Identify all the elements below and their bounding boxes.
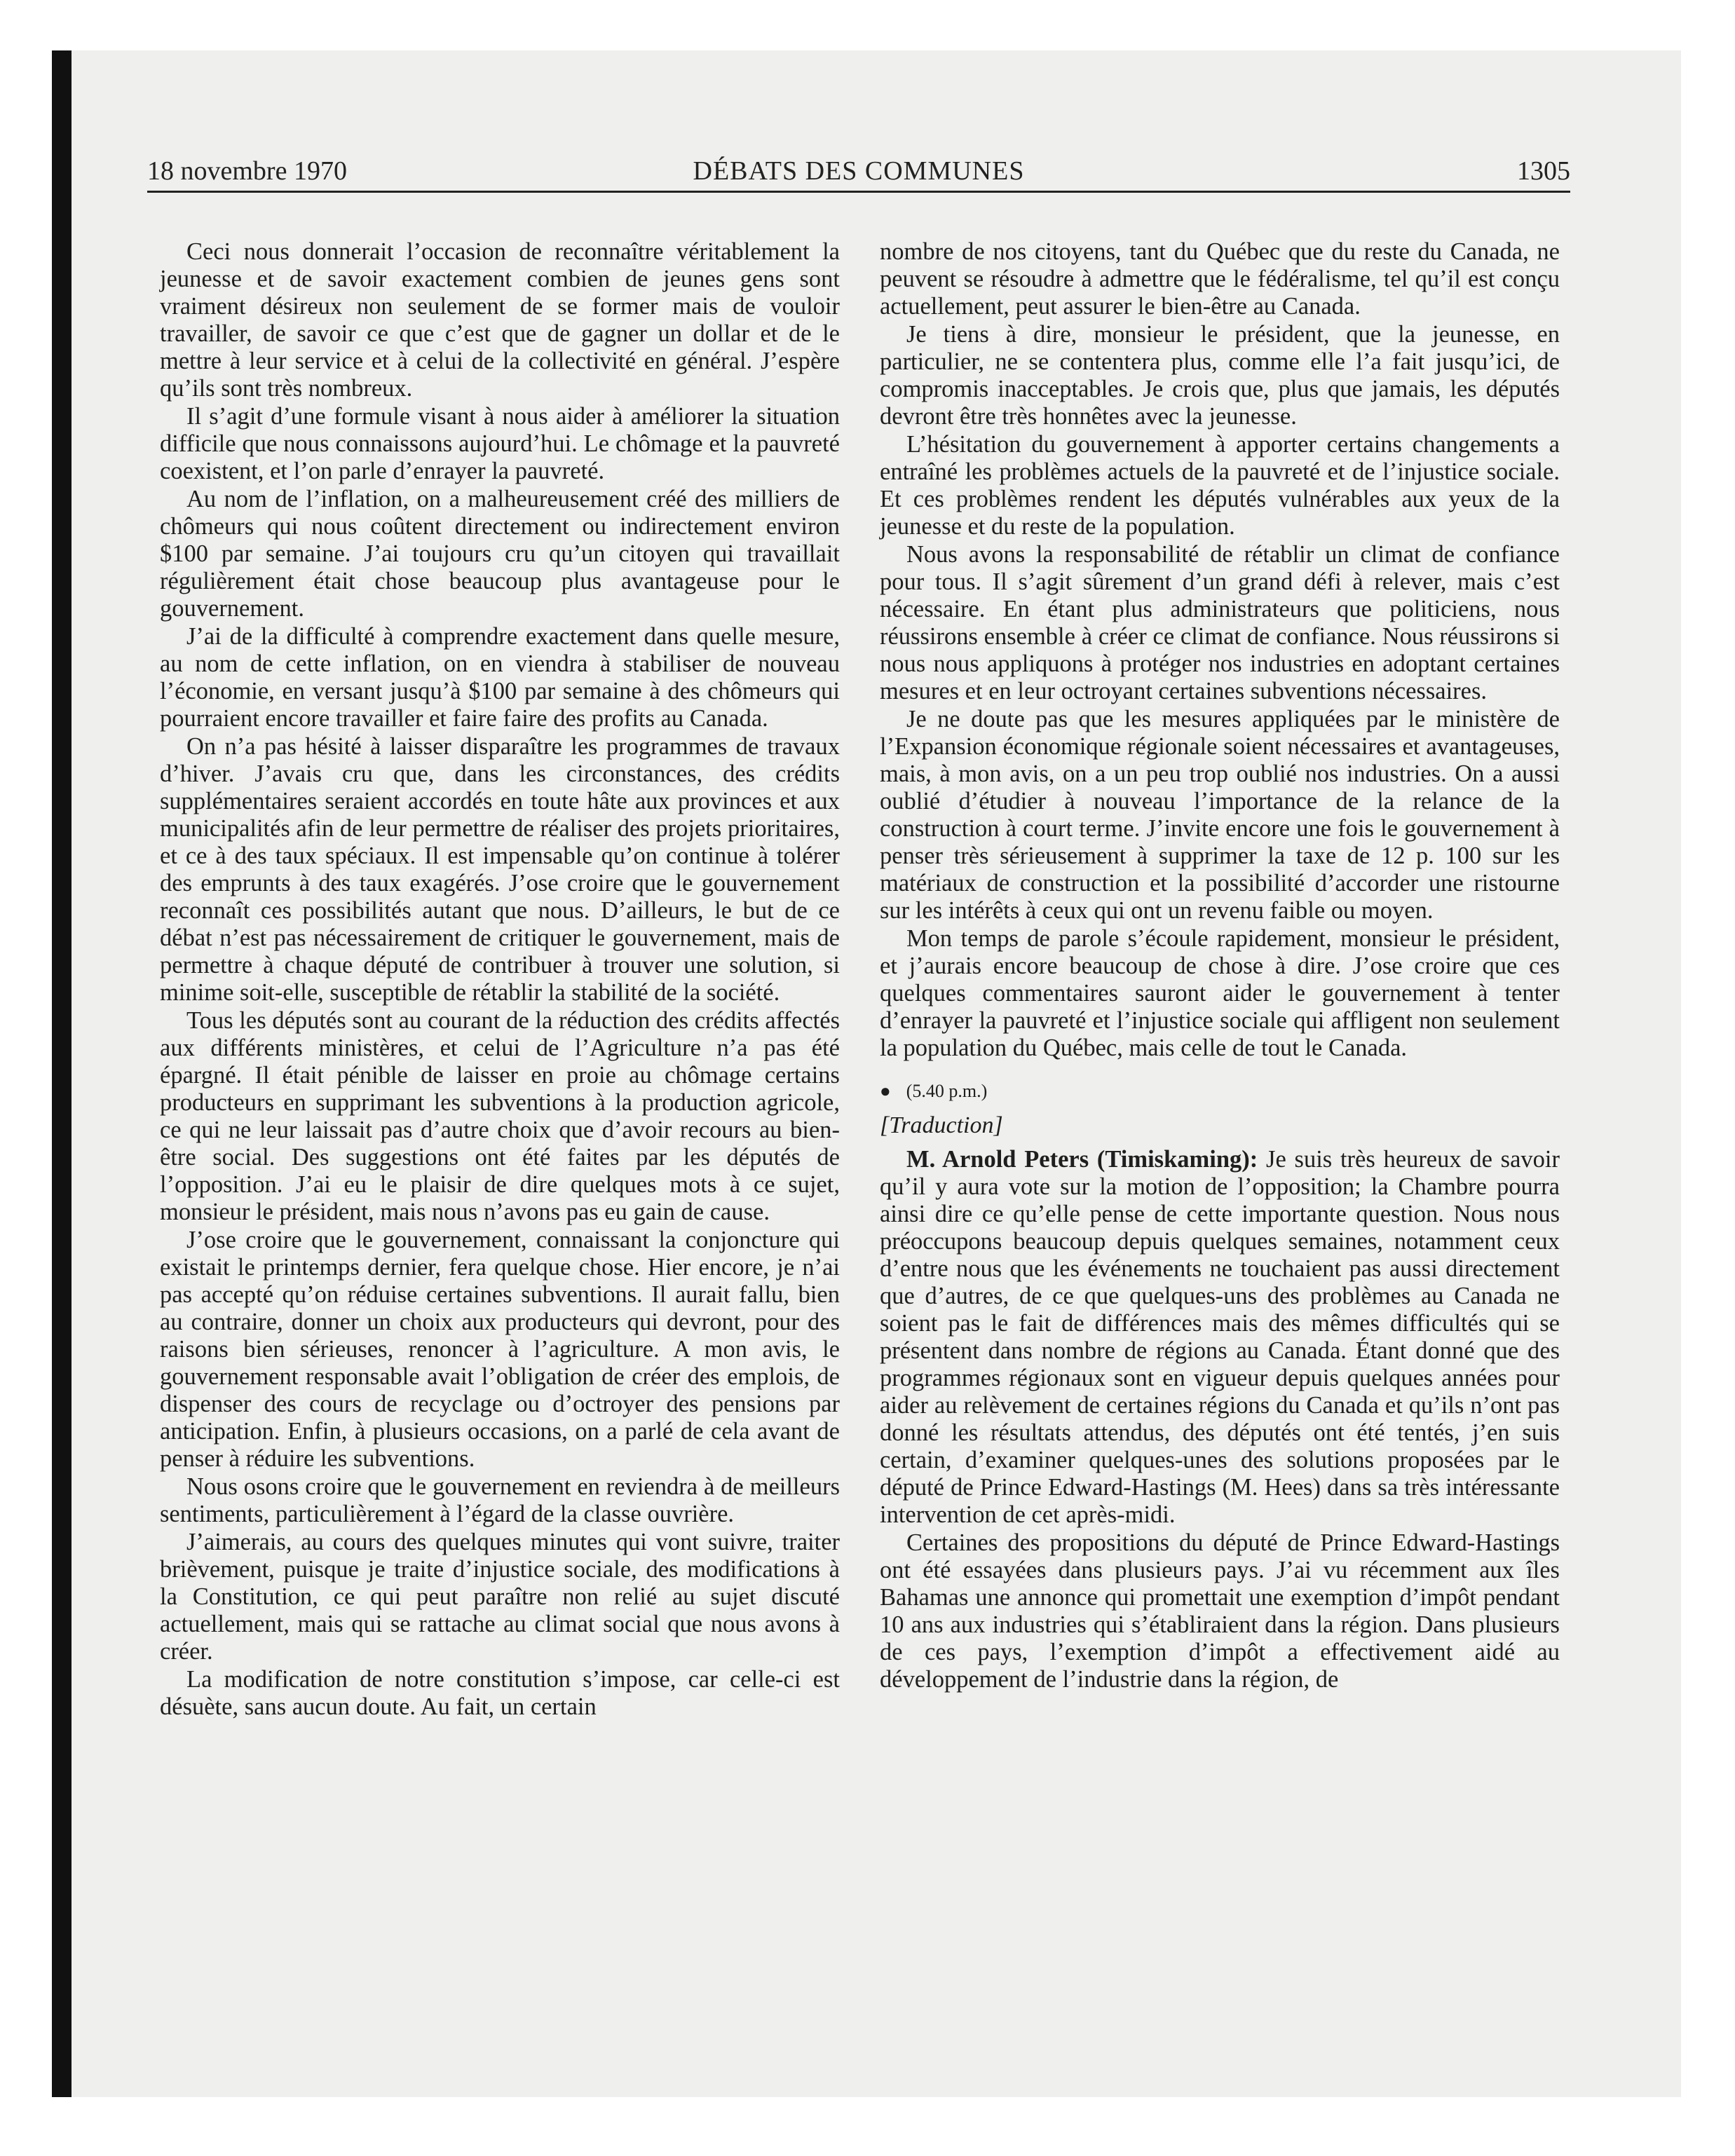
paragraph: Nous avons la responsabilité de rétablir un climat de confiance pour tous. Il s’agit sûrement d’un grand défi à relever, mais c’est nécessaire. En étant plus administrateurs que politiciens, nous réussirons ensemble à créer ce climat de confiance. Nous réussirons si nous nous appliquons à protéger nos industries en adoptant certaines mesures et en leur octroyant certaines subventions nécessaires. — [880, 541, 1560, 704]
page-header — [147, 150, 1570, 193]
paragraph: L’hésitation du gouvernement à apporter certains changements a entraîné les problèmes actuels de la pauvreté et de l’injustice sociale. Et ces problèmes rendent les députés vulnérables aux yeux de la jeunesse et du reste de la population. — [880, 431, 1560, 540]
paragraph: J’ose croire que le gouvernement, connaissant la conjoncture qui existait le printemps dernier, fera quelque chose. Hier encore, je n’ai pas accepté qu’on réduise certaines subventions. Il aurait fallu, bien au contraire, donner un choix aux producteurs qui devront, pour des raisons bien sérieuses, renoncer à l’agriculture. A mon avis, le gouvernement responsable avait l’obligation de créer des emplois, de dispenser des cours de recyclage ou d’octroyer des pensions par anticipation. Enfin, à plusieurs occasions, on a parlé de cela avant de penser à réduire les subventions. — [160, 1227, 840, 1472]
paragraph: Je tiens à dire, monsieur le président, que la jeunesse, en particulier, ne se contentera plus, comme elle l’a fait jusqu’ici, de compromis inacceptables. Je crois que, plus que jamais, les députés devront être très honnêtes avec la jeunesse. — [880, 321, 1560, 430]
paragraph: Ceci nous donnerait l’occasion de reconnaître véritablement la jeunesse et de savoir exactement combien de jeunes gens sont vraiment désireux non seulement de se former mais de vouloir travailler, de savoir ce que c’est que de gagner un dollar et de le mettre à leur service et à celui de la collectivité en général. J’espère qu’ils sont très nombreux. — [160, 238, 840, 402]
paragraph: Tous les députés sont au courant de la réduction des crédits affectés aux différents ministères, et celui de l’Agriculture n’a pas été épargné. Il était pénible de laisser en proie au chômage certains producteurs en supprimant les subventions à la production agricole, ce qui ne leur laissait pas d’autre choix que d’avoir recours au bien-être social. Des suggestions ont été faites par les députés de l’opposition. J’ai eu le plaisir de dire quelques mots à ce sujet, monsieur le président, mais nous n’avons pas eu gain de cause. — [160, 1007, 840, 1225]
time-marker-text: (5.40 p.m.) — [906, 1081, 988, 1101]
scan-edge-bar — [52, 50, 72, 2097]
header-title: DÉBATS DES COMMUNES — [693, 156, 1025, 186]
speech-paragraph — [880, 1146, 1560, 1529]
left-column — [160, 238, 840, 1721]
header-date: 18 novembre 1970 — [147, 156, 347, 186]
paragraph: La modification de notre constitution s’impose, car celle-ci est désuète, sans aucun doute. Au fait, un certain — [160, 1666, 840, 1720]
section-label: [Traduction] — [880, 1112, 1003, 1138]
speech-text: Je suis très heureux de savoir qu’il y aura vote sur la motion de l’opposition; la Chambre pourra ainsi dire ce qu’elle pense de cette importante question. Nous nous préoccupons beaucoup depuis quelques semaines, notamment ceux d’entre nous que les événements ne touchaient pas aussi directement que d’autres, de ce que quelques-uns des problèmes au Canada ne soient pas le fait de différences mais des mêmes difficultés qui se présentent dans nombre de régions au Canada. Étant donné que des programmes régionaux sont en vigueur depuis quelques années pour aider au relèvement de certaines régions du Canada et qu’ils n’ont pas donné les résultats attendus, des députés ont été tentés, j’en suis certain, d’examiner quelques-unes des solutions proposées par le député de Prince Edward-Hastings (M. Hees) dans sa très intéressante intervention de cet après-midi. — [880, 1146, 1560, 1528]
paragraph: Nous osons croire que le gouvernement en reviendra à de meilleurs sentiments, particulièrement à l’égard de la classe ouvrière. — [160, 1473, 840, 1527]
speaker-name: M. Arnold Peters (Timiskaming): — [906, 1146, 1258, 1173]
right-column — [880, 238, 1560, 1694]
paragraph: On n’a pas hésité à laisser disparaître les programmes de travaux d’hiver. J’avais cru que, dans les circonstances, des crédits supplémentaires seraient accordés en toute hâte aux provinces et aux municipalités afin de leur permettre de réaliser des projets prioritaires, et ce à des taux spéciaux. Il est impensable qu’on continue à tolérer des emprunts à des taux exagérés. J’ose croire que le gouvernement reconnaît ces possibilités autant que nous. D’ailleurs, le but de ce débat n’est pas nécessairement de critiquer le gouvernement, mais de permettre à chaque député de contribuer à trouver une solution, si minime soit-elle, susceptible de rétablir la stabilité de la société. — [160, 733, 840, 1006]
bullet-icon: ● — [880, 1081, 891, 1101]
paragraph: Je ne doute pas que les mesures appliquées par le ministère de l’Expansion économique régionale soient nécessaires et avantageuses, mais, à mon avis, on a un peu trop oublié nos industries. On a aussi oublié d’étudier à nouveau l’importance de la relance de la construction à court terme. J’invite encore une fois le gouvernement à penser très sérieusement à supprimer la taxe de 12 p. 100 sur les matériaux de construction et la possibilité d’accorder une ristourne sur les intérêts à ceux qui ont un revenu faible ou moyen. — [880, 706, 1560, 924]
paragraph: Au nom de l’inflation, on a malheureusement créé des milliers de chômeurs qui nous coûtent directement ou indirectement environ $100 par semaine. J’ai toujours cru qu’un citoyen qui travaillait régulièrement était chose beaucoup plus avantageuse pour le gouvernement. — [160, 486, 840, 622]
paragraph-continuation: nombre de nos citoyens, tant du Québec que du reste du Canada, ne peuvent se résoudre à admettre que le fédéralisme, tel qu’il est conçu actuellement, peut assurer le bien-être au Canada. — [880, 238, 1560, 320]
paragraph: J’ai de la difficulté à comprendre exactement dans quelle mesure, au nom de cette inflation, on en viendra à stabiliser de nouveau l’économie, en versant jusqu’à $100 par semaine à des chômeurs qui pourraient encore travailler et faire faire des profits au Canada. — [160, 623, 840, 732]
paragraph: Mon temps de parole s’écoule rapidement, monsieur le président, et j’aurais encore beaucoup de chose à dire. J’ose croire que ces quelques commentaires sauront aider le gouvernement à tenter d’enrayer la pauvreté et l’injustice sociale qui affligent non seulement la population du Québec, mais celle de tout le Canada. — [880, 925, 1560, 1061]
paragraph: Certaines des propositions du député de Prince Edward-Hastings ont été essayées dans plusieurs pays. J’ai vu récemment aux îles Bahamas une annonce qui promettait une exemption d’impôt pendant 10 ans aux industries qui s’établiraient dans la région. Dans plusieurs de ces pays, l’exemption d’impôt a effectivement aidé au développement de l’industrie dans la région, de — [880, 1529, 1560, 1693]
header-page-number: 1305 — [1517, 156, 1570, 186]
paragraph: Il s’agit d’une formule visant à nous aider à améliorer la situation difficile que nous connaissons aujourd’hui. Le chômage et la pauvreté coexistent, et l’on parle d’enrayer la pauvreté. — [160, 403, 840, 484]
time-marker — [880, 1077, 1560, 1105]
paragraph: J’aimerais, au cours des quelques minutes qui vont suivre, traiter brièvement, puisque je traite d’injustice sociale, des modifications à la Constitution, ce qui peut paraître non relié au sujet discuté actuellement, mais qui se rattache au climat social que nous avons à créer. — [160, 1529, 840, 1665]
